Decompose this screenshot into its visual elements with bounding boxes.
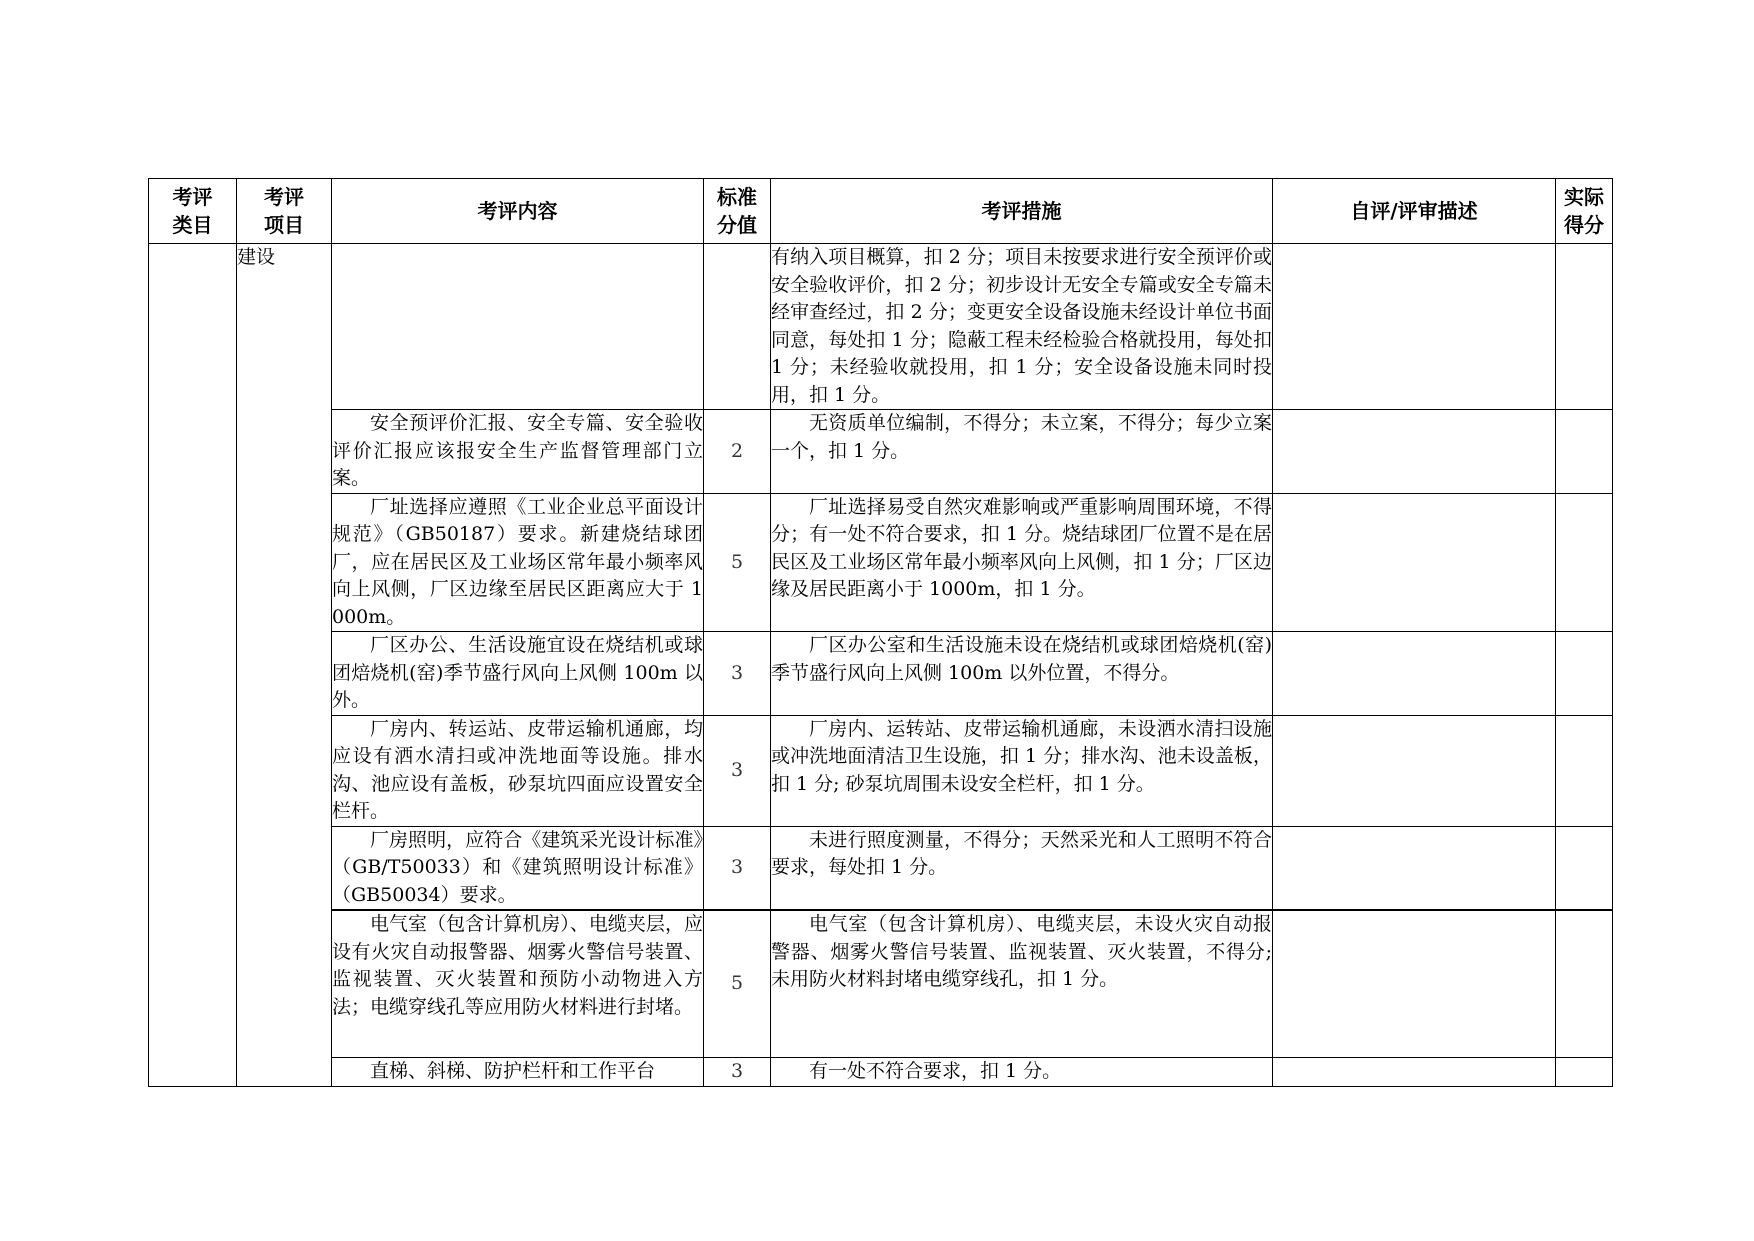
header-row [149,179,1613,244]
table-row [149,910,1613,1058]
actual-score-cell [1556,632,1613,716]
content-cell: 安全预评价汇报、安全专篇、安全验收评价汇报应该报安全生产监督管理部门立案。 [332,410,704,494]
self-review-cell [1273,244,1556,410]
self-review-cell [1273,715,1556,826]
measures-cell: 厂址选择易受自然灾难影响或严重影响周围环境，不得分；有一处不符合要求，扣 1 分。烧结球团厂位置不是在居民区及工业场区常年最小频率风向上风侧，扣 1 分；厂区边缘及居民距离小于 1000m，扣 1 分。 [771,493,1273,632]
score-cell [704,244,771,410]
measures-cell: 厂房内、运转站、皮带运输机通廊，未设洒水清扫设施或冲洗地面清洁卫生设施，扣 1 分；排水沟、池未设盖板，扣 1 分; 砂泵坑周围未设安全栏杆，扣 1 分。 [771,715,1273,826]
table-row [149,715,1613,826]
content-cell: 直梯、斜梯、防护栏杆和工作平台 [332,1058,704,1087]
table-row [149,410,1613,494]
self-review-cell [1273,826,1556,910]
actual-score-cell [1556,493,1613,632]
self-review-cell [1273,910,1556,1058]
measures-cell: 厂区办公室和生活设施未设在烧结机或球团焙烧机(窑)季节盛行风向上风侧 100m 以外位置，不得分。 [771,632,1273,716]
actual-score-cell [1556,1058,1613,1087]
table-row [149,493,1613,632]
score-cell: 5 [704,910,771,1058]
content-cell [332,244,704,410]
header-content: 考评内容 [332,179,704,244]
score-cell: 5 [704,493,771,632]
content-cell: 厂区办公、生活设施宜设在烧结机或球团焙烧机(窑)季节盛行风向上风侧 100m 以外。 [332,632,704,716]
item-cell: 建设 [237,244,332,1087]
content-cell: 厂址选择应遵照《工业企业总平面设计规范》（GB50187）要求。新建烧结球团厂，应在居民区及工业场区常年最小频率风向上风侧，厂区边缘至居民区距离应大于 1000m。 [332,493,704,632]
header-category: 考评 类目 [149,179,237,244]
content-cell: 厂房内、转运站、皮带运输机通廊，均应设有洒水清扫或冲洗地面等设施。排水沟、池应设有盖板，砂泵坑四面应设置安全栏杆。 [332,715,704,826]
score-cell: 2 [704,410,771,494]
self-review-cell [1273,632,1556,716]
actual-score-cell [1556,715,1613,826]
header-self-review: 自评/评审描述 [1273,179,1556,244]
self-review-cell [1273,1058,1556,1087]
category-cell [149,244,237,1087]
score-cell: 3 [704,1058,771,1087]
actual-score-cell [1556,910,1613,1058]
actual-score-cell [1556,410,1613,494]
measures-cell: 无资质单位编制，不得分；未立案，不得分；每少立案一个，扣 1 分。 [771,410,1273,494]
table-row [149,826,1613,910]
header-actual: 实际 得分 [1556,179,1613,244]
content-cell: 厂房照明，应符合《建筑采光设计标准》（GB/T50033）和《建筑照明设计标准》（GB50034）要求。 [332,826,704,910]
measures-cell: 电气室（包含计算机房）、电缆夹层，未设火灾自动报警器、烟雾火警信号装置、监视装置、灭火装置，不得分; 未用防火材料封堵电缆穿线孔，扣 1 分。 [771,910,1273,1058]
self-review-cell [1273,493,1556,632]
table-row [149,1058,1613,1087]
score-cell: 3 [704,826,771,910]
actual-score-cell [1556,826,1613,910]
header-item: 考评 项目 [237,179,332,244]
measures-cell: 有一处不符合要求，扣 1 分。 [771,1058,1273,1087]
measures-cell: 未进行照度测量，不得分；天然采光和人工照明不符合要求，每处扣 1 分。 [771,826,1273,910]
self-review-cell [1273,410,1556,494]
score-cell: 3 [704,715,771,826]
actual-score-cell [1556,244,1613,410]
evaluation-table [148,178,1613,1087]
header-score: 标准 分值 [704,179,771,244]
content-cell: 电气室（包含计算机房）、电缆夹层，应设有火灾自动报警器、烟雾火警信号装置、监视装置、灭火装置和预防小动物进入方法；电缆穿线孔等应用防火材料进行封堵。 [332,910,704,1058]
measures-cell: 有纳入项目概算，扣 2 分；项目未按要求进行安全预评价或安全验收评价，扣 2 分；初步设计无安全专篇或安全专篇未经审查经过，扣 2 分；变更安全设备设施未经设计单位书面同意，每处扣 1 分；隐蔽工程未经检验合格就投用，每处扣 1 分；未经验收就投用，扣 1 分；安全设备设施未同时投用，扣 1 分。 [771,244,1273,410]
score-cell: 3 [704,632,771,716]
header-measures: 考评措施 [771,179,1273,244]
table-row [149,244,1613,410]
table-row [149,632,1613,716]
